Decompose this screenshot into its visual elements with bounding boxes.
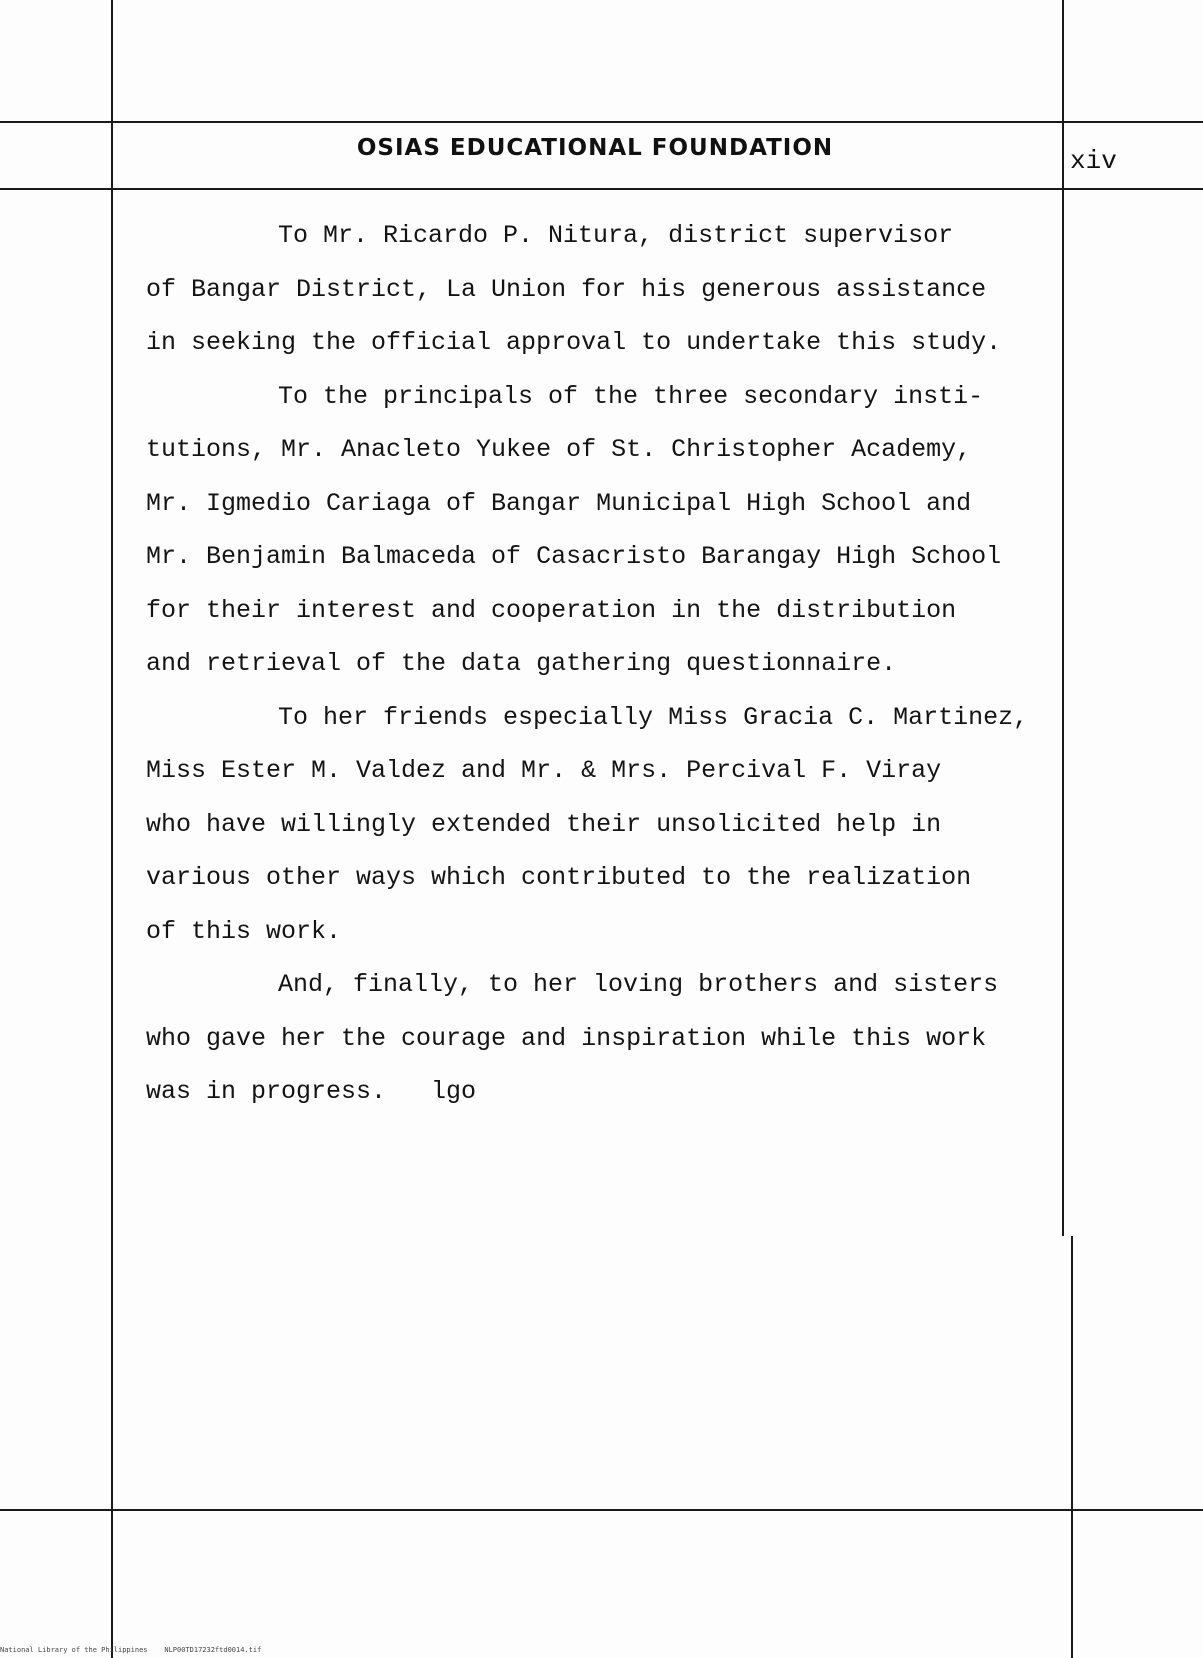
top-rule (0, 121, 1203, 123)
paragraph-line: of this work. (146, 916, 342, 946)
header-title: OSIAS EDUCATIONAL FOUNDATION (356, 135, 834, 161)
paragraph-line: various other ways which contributed to the realization (146, 863, 972, 892)
page-number: xiv (1070, 146, 1117, 176)
paragraph-line: of Bangar District, La Union for his generous assistance (146, 274, 987, 304)
paragraph-line: To the principals of the three secondary insti- (278, 381, 984, 411)
paragraph-line: Mr. Igmedio Cariaga of Bangar Municipal High School and (146, 488, 972, 518)
left-margin-rule (111, 0, 113, 1658)
header-bottom-rule (0, 188, 1203, 190)
paragraph-line: Mr. Benjamin Balmaceda of Casacristo Barangay High School (146, 542, 1002, 571)
paragraph-line: and retrieval of the data gathering questionnaire. (146, 649, 897, 678)
bottom-rule (0, 1509, 1203, 1511)
paragraph-line: And, finally, to her loving brothers and sisters (278, 970, 999, 999)
scan-source-footer: National Library of the Philippines NLP00TD17232ftd0014.tif (0, 1646, 262, 1654)
paragraph-line: tutions, Mr. Anacleto Yukee of St. Christopher Academy, (146, 435, 972, 464)
paragraph-line: Miss Ester M. Valdez and Mr. & Mrs. Percival F. Viray (146, 756, 942, 785)
acknowledgement-text (146, 220, 1086, 1130)
paragraph-line: To Mr. Ricardo P. Nitura, district supervisor (278, 221, 954, 250)
paragraph-line: To her friends especially Miss Gracia C. Martinez, (278, 702, 1029, 732)
right-margin-rule-lower (1071, 1236, 1073, 1658)
paragraph-line: who gave her the courage and inspiration while this work (146, 1023, 987, 1053)
paragraph-line: for their interest and cooperation in the distribution (146, 595, 957, 625)
paragraph-line: who have willingly extended their unsolicited help in (146, 809, 942, 839)
paragraph-line: in seeking the official approval to undertake this study. (146, 328, 1002, 357)
paragraph-line: was in progress. lgo (146, 1077, 477, 1106)
